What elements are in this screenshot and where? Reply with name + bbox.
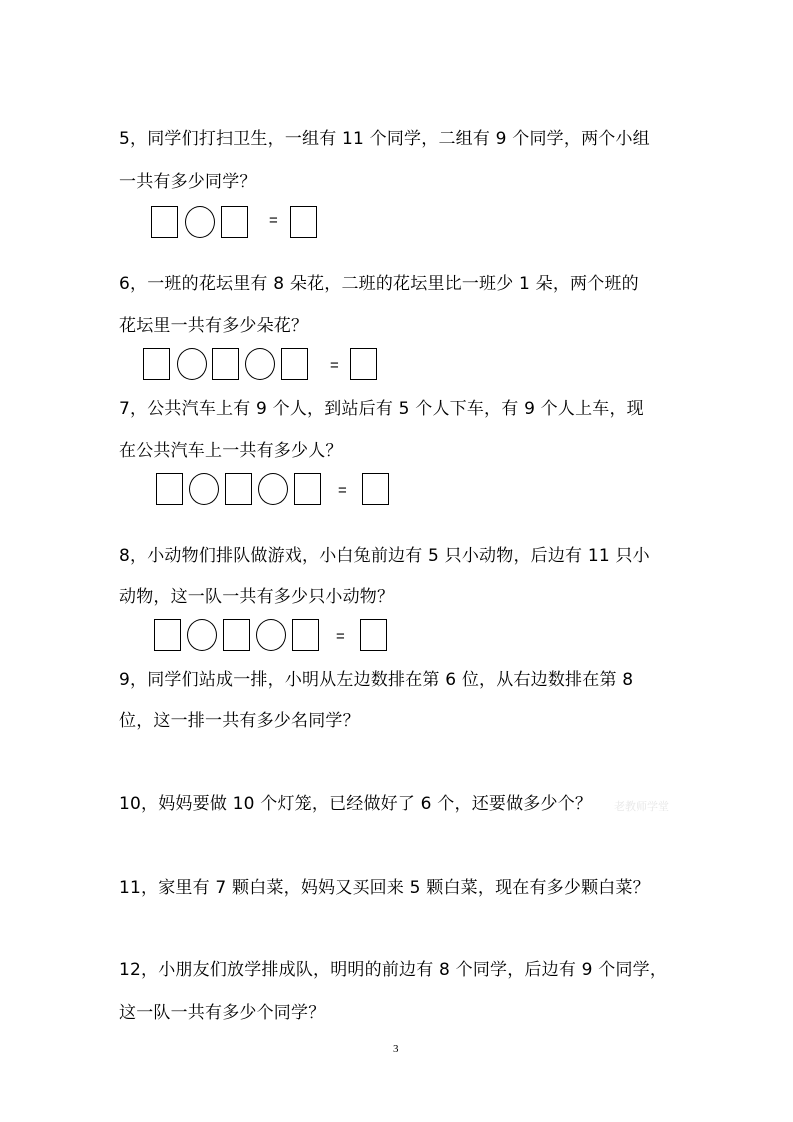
result-box[interactable] <box>360 619 387 651</box>
question-7-line-2: 在公共汽车上一共有多少人？ <box>119 441 343 461</box>
operator-circle[interactable] <box>187 619 217 651</box>
watermark-text: 老教师学堂 <box>614 800 669 813</box>
operator-circle[interactable] <box>185 206 215 238</box>
operator-circle[interactable] <box>256 619 286 651</box>
answer-box[interactable] <box>143 348 170 380</box>
answer-box[interactable] <box>281 348 308 380</box>
question-8-line-2: 动物，这一队一共有多少只小动物？ <box>119 587 395 607</box>
result-box[interactable] <box>350 348 377 380</box>
question-12-line-1: 12，小朋友们放学排成队，明明的前边有 8 个同学，后边有 9 个同学， <box>119 960 668 980</box>
question-8-line-1: 8，小动物们排队做游戏，小白兔前边有 5 只小动物，后边有 11 只小 <box>119 546 650 566</box>
answer-box[interactable] <box>156 473 183 505</box>
question-10-line-1: 10，妈妈要做 10 个灯笼，已经做好了 6 个，还要做多少个？ <box>119 794 593 814</box>
question-12-line-2: 这一队一共有多少个同学？ <box>119 1003 326 1023</box>
equals-sign: = <box>338 482 347 499</box>
operator-circle[interactable] <box>245 348 275 380</box>
question-6-line-2: 花坛里一共有多少朵花？ <box>119 316 309 336</box>
question-5-line-1: 5，同学们打扫卫生，一组有 11 个同学，二组有 9 个同学，两个小组 <box>119 129 650 149</box>
answer-box[interactable] <box>151 206 178 238</box>
result-box[interactable] <box>290 206 317 238</box>
question-9-line-2: 位，这一排一共有多少名同学？ <box>119 711 360 731</box>
operator-circle[interactable] <box>189 473 219 505</box>
equals-sign: = <box>269 212 278 229</box>
answer-box[interactable] <box>294 473 321 505</box>
answer-box[interactable] <box>292 619 319 651</box>
answer-box[interactable] <box>225 473 252 505</box>
answer-box[interactable] <box>212 348 239 380</box>
page-number: 3 <box>393 1043 399 1055</box>
question-11-line-1: 11，家里有 7 颗白菜，妈妈又买回来 5 颗白菜，现在有多少颗白菜？ <box>119 878 650 898</box>
result-box[interactable] <box>362 473 389 505</box>
question-7-line-1: 7，公共汽车上有 9 个人，到站后有 5 个人下车，有 9 个人上车，现 <box>119 399 644 419</box>
equals-sign: = <box>330 357 339 374</box>
question-5-line-2: 一共有多少同学？ <box>119 172 257 192</box>
answer-box[interactable] <box>221 206 248 238</box>
equals-sign: = <box>336 628 345 645</box>
question-9-line-1: 9，同学们站成一排，小明从左边数排在第 6 位，从右边数排在第 8 <box>119 670 634 690</box>
question-6-line-1: 6，一班的花坛里有 8 朵花，二班的花坛里比一班少 1 朵，两个班的 <box>119 274 639 294</box>
operator-circle[interactable] <box>258 473 288 505</box>
answer-box[interactable] <box>223 619 250 651</box>
operator-circle[interactable] <box>177 348 207 380</box>
answer-box[interactable] <box>154 619 181 651</box>
